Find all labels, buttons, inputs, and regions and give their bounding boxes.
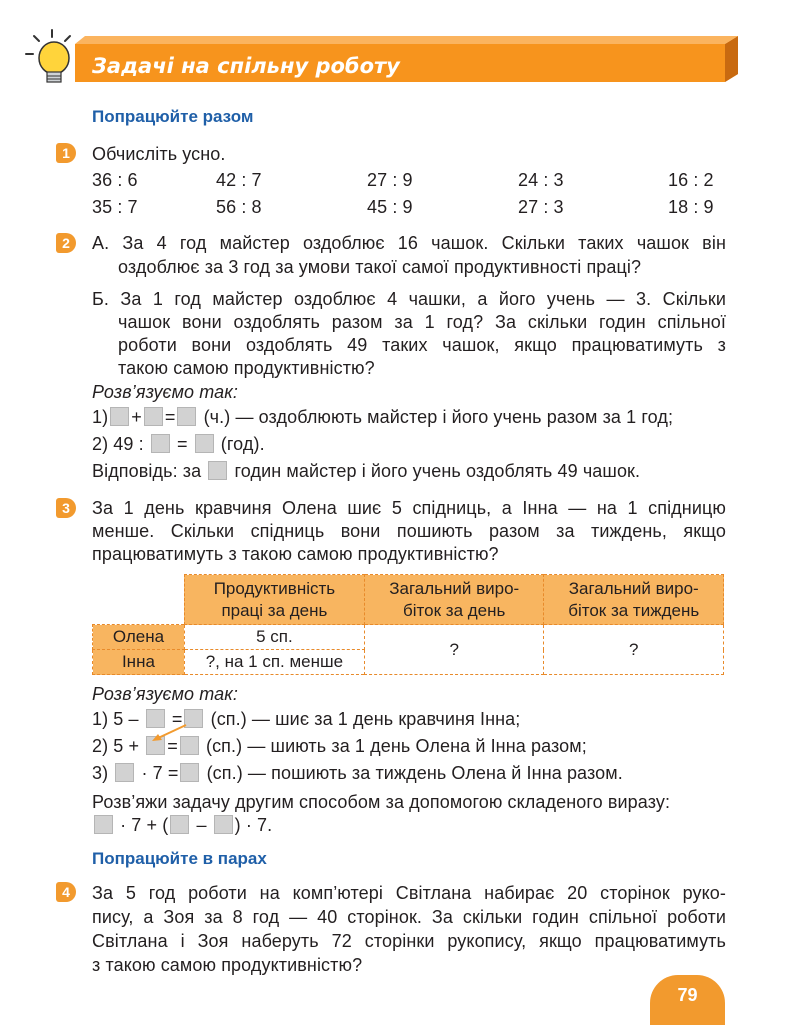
task2-b-line2: чашок вони оздоблять разом за 1 год? За скільки годин спільної	[118, 312, 726, 332]
task3-expression	[92, 813, 272, 837]
task3-second-method: Розв’яжи задачу другим способом за допомогою складеного виразу:	[92, 792, 671, 812]
expression: 24 : 3	[518, 170, 564, 190]
table-header-line: праці за день	[221, 600, 328, 620]
task2-step2	[92, 432, 265, 456]
task-number-badge: 2	[56, 233, 76, 253]
page-title: Задачі на спільну роботу	[92, 54, 400, 78]
table-header	[544, 575, 724, 625]
step-label: 2) 5 +	[92, 736, 140, 756]
table-header	[364, 575, 544, 625]
task4-line2: пису, а Зоя за 8 год — 40 сторінок. За скільки годин спільної роботи	[92, 907, 726, 927]
answer-box[interactable]	[110, 407, 129, 426]
step-operator: · 7 =	[141, 763, 179, 783]
expression: 45 : 9	[367, 197, 413, 217]
task3-line2: менше. Скільки спідниць вони пошиють разом за тиждень, якщо	[92, 521, 726, 541]
answer-box[interactable]	[180, 763, 199, 782]
expression: 16 : 2	[668, 170, 714, 190]
table-header	[184, 575, 364, 625]
answer-box[interactable]	[208, 461, 227, 480]
task2-answer	[92, 459, 640, 483]
answer-box[interactable]	[177, 407, 196, 426]
step-label: 1)	[92, 407, 109, 427]
answer-box[interactable]	[115, 763, 134, 782]
step-text: (сп.) — шиє за 1 день кравчиня Інна;	[210, 709, 521, 729]
task3-line1: За 1 день кравчиня Олена шиє 5 спідниць, а Інна — на 1 спідницю	[92, 498, 726, 518]
step-label: 1) 5 –	[92, 709, 139, 729]
task2-a-line2: оздоблює за 3 год за умови такої самої продуктивності праці?	[118, 257, 642, 277]
task-number-badge: 3	[56, 498, 76, 518]
expression-part: –	[196, 815, 207, 835]
table-header-line: біток за день	[403, 600, 506, 620]
expression: 18 : 9	[668, 197, 714, 217]
step-label: 3)	[92, 763, 109, 783]
answer-box[interactable]	[214, 815, 233, 834]
header-banner	[0, 28, 788, 98]
expression: 56 : 8	[216, 197, 262, 217]
table-corner	[93, 575, 185, 625]
task2-b-line1: Б. За 1 год майстер оздоблює 4 чашки, а його учень — 3. Скільки	[92, 289, 726, 309]
cell-prod-olena: 5 сп.	[184, 625, 364, 650]
equals-sign: =	[167, 736, 178, 756]
plus-sign: +	[131, 407, 142, 427]
answer-box[interactable]	[195, 434, 214, 453]
task3-solve-label: Розв’язуємо так:	[92, 684, 238, 704]
section-title-pairs: Попрацюйте в парах	[92, 849, 267, 868]
expression: 27 : 9	[367, 170, 413, 190]
expression-part: ) · 7.	[234, 815, 273, 835]
table-header-line: біток за тиждень	[568, 600, 700, 620]
task2-a-line1: А. За 4 год майстер оздоблює 16 чашок. Скільки таких чашок він	[92, 233, 726, 253]
step-text: (ч.) — оздоблюють майстер і його учень разом за 1 год;	[203, 407, 674, 427]
task2-b-line4: такою самою продуктивністю?	[118, 358, 375, 378]
step-text: (сп.) — пошиють за тиждень Олена й Інна разом.	[206, 763, 623, 783]
step-text: (сп.) — шиють за 1 день Олена й Інна разом;	[205, 736, 587, 756]
productivity-table	[92, 574, 724, 675]
equals-sign: =	[164, 407, 176, 427]
arrow-icon	[150, 722, 192, 744]
task4-line3: Світлана і Зоя наберуть 72 сторінки рукопису, якщо працюватимуть	[92, 931, 726, 951]
task1-prompt: Обчисліть усно.	[92, 144, 226, 164]
section-title-together: Попрацюйте разом	[92, 107, 254, 126]
answer-label: Відповідь: за	[92, 461, 202, 481]
answer-text: годин майстер і його учень оздоблять 49 чашок.	[234, 461, 641, 481]
task4-line4: з такою самою продуктивністю?	[92, 955, 363, 975]
task2-b-line3: роботи вони оздоблять 49 таких чашок, якщо працюватимуть з	[118, 335, 726, 355]
task2-step1	[92, 405, 673, 429]
task-number-badge: 1	[56, 143, 76, 163]
task4-line1: За 5 год роботи на комп’ютері Світлана набирає 20 сторінок руко-	[92, 883, 726, 903]
equals-sign: =	[171, 709, 183, 729]
table-header-line: Продуктивність	[213, 578, 336, 598]
expression-part: · 7 + (	[120, 815, 169, 835]
task3-line3: працюватимуть з такою самою продуктивністю?	[92, 544, 499, 564]
answer-box[interactable]	[144, 407, 163, 426]
answer-box[interactable]	[170, 815, 189, 834]
expression: 42 : 7	[216, 170, 262, 190]
step-text: (год).	[220, 434, 265, 454]
cell-week-total: ?	[544, 625, 724, 675]
table-header-line: Загальний виро-	[568, 578, 699, 598]
answer-box[interactable]	[151, 434, 170, 453]
expression: 35 : 7	[92, 197, 138, 217]
cell-prod-inna: ?, на 1 сп. менше	[184, 650, 364, 675]
row-name-olena: Олена	[93, 625, 185, 650]
expression: 27 : 3	[518, 197, 564, 217]
task2-solve-label: Розв’язуємо так:	[92, 382, 238, 402]
task3-step3	[92, 761, 623, 785]
answer-box[interactable]	[94, 815, 113, 834]
task-number-badge: 4	[56, 882, 76, 902]
step-label: 2) 49 :	[92, 434, 144, 454]
row-name-inna: Інна	[93, 650, 185, 675]
table-header-line: Загальний виро-	[389, 578, 520, 598]
expression: 36 : 6	[92, 170, 138, 190]
cell-day-total: ?	[364, 625, 544, 675]
equals-sign: =	[176, 434, 188, 454]
page-number: 79	[650, 975, 725, 1025]
